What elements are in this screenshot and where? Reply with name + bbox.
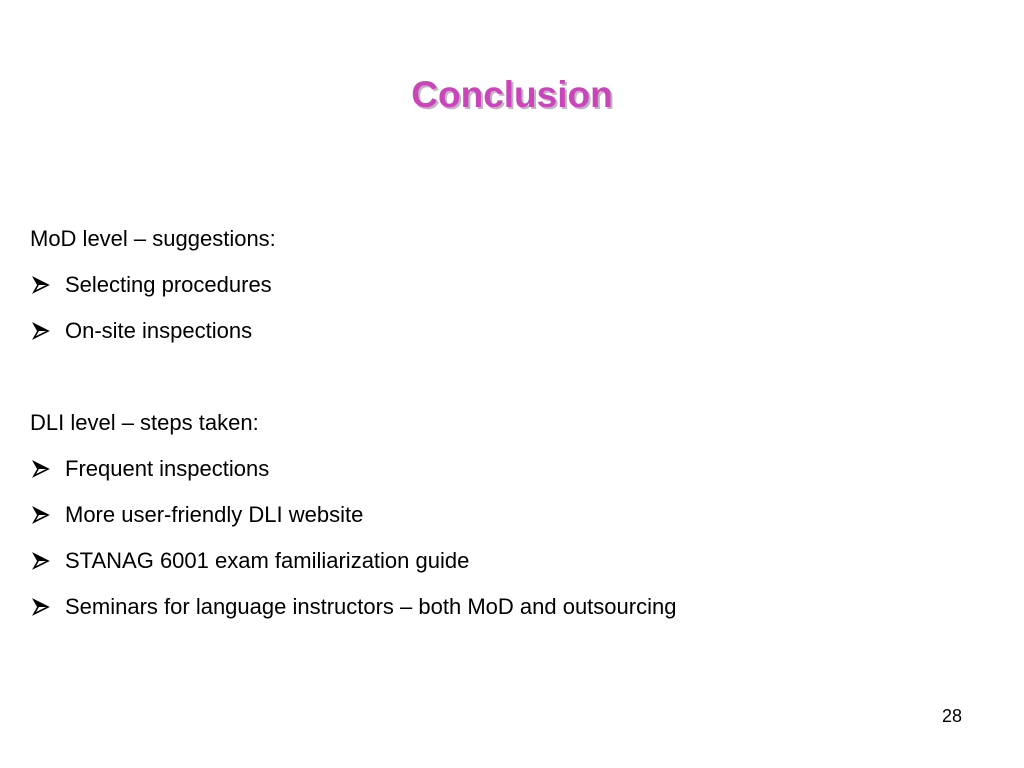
page-number: 28 xyxy=(941,706,963,726)
bullet-item xyxy=(30,262,990,308)
bullet-text: On-site inspections xyxy=(65,318,253,343)
arrowhead-bullet-icon xyxy=(32,460,50,478)
bullet-item xyxy=(30,584,990,630)
slide-content xyxy=(30,216,990,630)
section-heading-dli: DLI level – steps taken: xyxy=(30,410,259,435)
spacer xyxy=(30,354,990,400)
arrowhead-bullet-icon xyxy=(32,322,50,340)
bullet-text: STANAG 6001 exam familiarization guide xyxy=(65,548,470,573)
bullet-item xyxy=(30,308,990,354)
arrowhead-bullet-icon xyxy=(32,506,50,524)
arrowhead-bullet-icon xyxy=(32,552,50,570)
bullet-text: More user-friendly DLI website xyxy=(65,502,364,527)
section-heading-mod: MoD level – suggestions: xyxy=(30,226,276,251)
arrowhead-bullet-icon xyxy=(32,598,50,616)
slide-title: Conclusion xyxy=(411,74,613,115)
bullet-text: Selecting procedures xyxy=(65,272,272,297)
bullet-text: Seminars for language instructors – both MoD and outsourcing xyxy=(65,594,677,619)
bullet-item xyxy=(30,492,990,538)
bullet-item xyxy=(30,446,990,492)
bullet-item xyxy=(30,538,990,584)
bullet-text: Frequent inspections xyxy=(65,456,270,481)
arrowhead-bullet-icon xyxy=(32,276,50,294)
